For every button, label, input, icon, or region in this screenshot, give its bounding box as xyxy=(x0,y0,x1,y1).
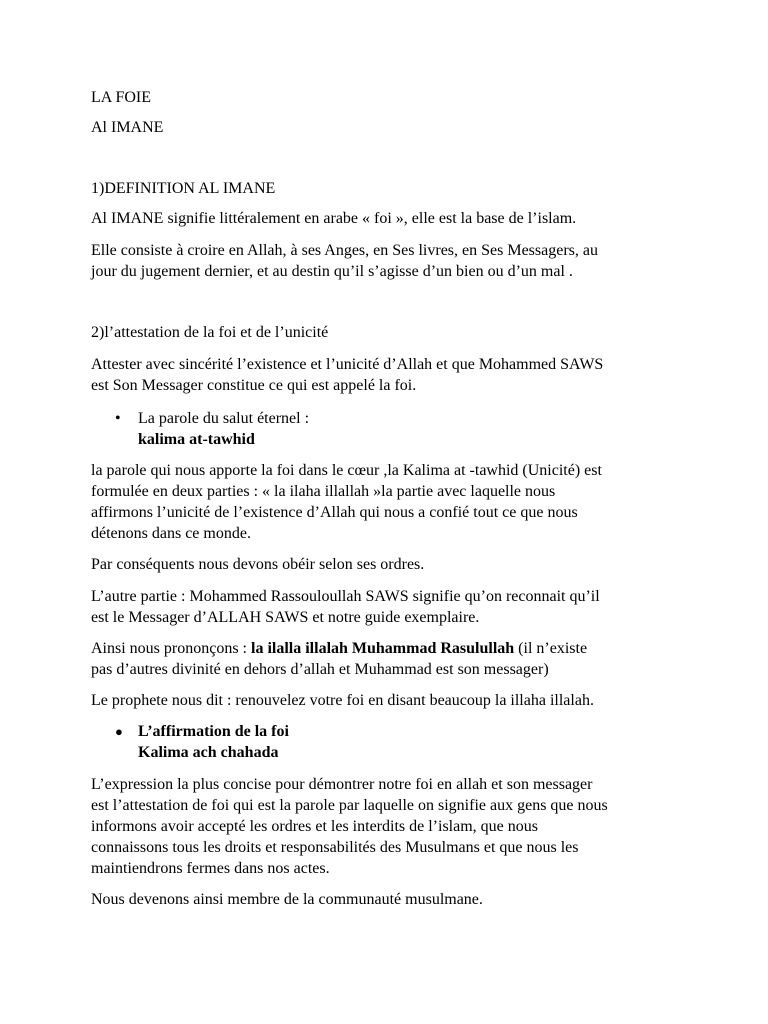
paragraph-line xyxy=(91,638,587,659)
document-title: LA FOIE xyxy=(91,89,151,106)
paragraph-line: maintiendrons fermes dans nos actes. xyxy=(91,860,330,877)
paragraph-line: pas d’autres divinité en dehors d’allah et Muhammad est son messager) xyxy=(91,661,549,678)
section2-paragraph-3: Par conséquents nous devons obéir selon ses ordres. xyxy=(91,556,425,573)
paragraph-line: la parole qui nous apporte la foi dans le cœur ,la Kalima at -tawhid (Unicité) est xyxy=(91,462,602,479)
bullet-marker: • xyxy=(115,410,121,427)
paragraph-line: est l’attestation de foi qui est la parole par laquelle on signifie aux gens que nous xyxy=(91,797,608,814)
paragraph-line: est le Messager d’ALLAH SAWS et notre guide exemplaire. xyxy=(91,609,480,626)
paragraph-line: L’expression la plus concise pour démontrer notre foi en allah et son messager xyxy=(91,776,593,793)
section1-paragraph-1: Al IMANE signifie littéralement en arabe « foi », elle est la base de l’islam. xyxy=(91,210,577,227)
bullet-line: La parole du salut éternel : xyxy=(138,410,310,427)
text-run: (il n’existe xyxy=(514,640,588,657)
paragraph-line: informons avoir accepté les ordres et les interdits de l’islam, que nous xyxy=(91,818,538,835)
paragraph-line: détenons dans ce monde. xyxy=(91,525,251,542)
paragraph-line: L’autre partie : Mohammed Rassouloullah SAWS signifie qu’on reconnait qu’il xyxy=(91,588,600,605)
paragraph-line: est Son Messager constitue ce qui est appelé la foi. xyxy=(91,377,417,394)
paragraph-line: connaissons tous les droits et responsabilités des Musulmans et que nous les xyxy=(91,839,579,856)
paragraph-line: Attester avec sincérité l’existence et l’unicité d’Allah et que Mohammed SAWS xyxy=(91,356,604,373)
document-subtitle: Al IMANE xyxy=(91,119,164,136)
paragraph-line: affirmons l’unicité de l’existence d’Allah qui nous a confié tout ce que nous xyxy=(91,504,578,521)
section2-paragraph-6: Le prophete nous dit : renouvelez votre foi en disant beaucoup la illaha illalah. xyxy=(91,692,594,709)
paragraph-line: formulée en deux parties : « la ilaha illallah »la partie avec laquelle nous xyxy=(91,483,556,500)
bullet-term: kalima at-tawhid xyxy=(138,431,255,448)
paragraph-line: Elle consiste à croire en Allah, à ses Anges, en Ses livres, en Ses Messagers, au xyxy=(91,242,598,259)
shahada-phrase: la ilalla illalah Muhammad Rasulullah xyxy=(251,640,515,657)
text-run: Ainsi nous prononçons : xyxy=(91,640,251,657)
section1-heading: 1)DEFINITION AL IMANE xyxy=(91,180,276,197)
bullet-term: Kalima ach chahada xyxy=(138,744,279,761)
bullet-line: L’affirmation de la foi xyxy=(138,723,289,740)
paragraph-line: jour du jugement dernier, et au destin qu’il s’agisse d’un bien ou d’un mal . xyxy=(91,263,573,280)
section2-paragraph-8: Nous devenons ainsi membre de la communauté musulmane. xyxy=(91,891,483,908)
bullet-marker: ● xyxy=(115,724,123,739)
section2-heading: 2)l’attestation de la foi et de l’unicité xyxy=(91,324,329,341)
